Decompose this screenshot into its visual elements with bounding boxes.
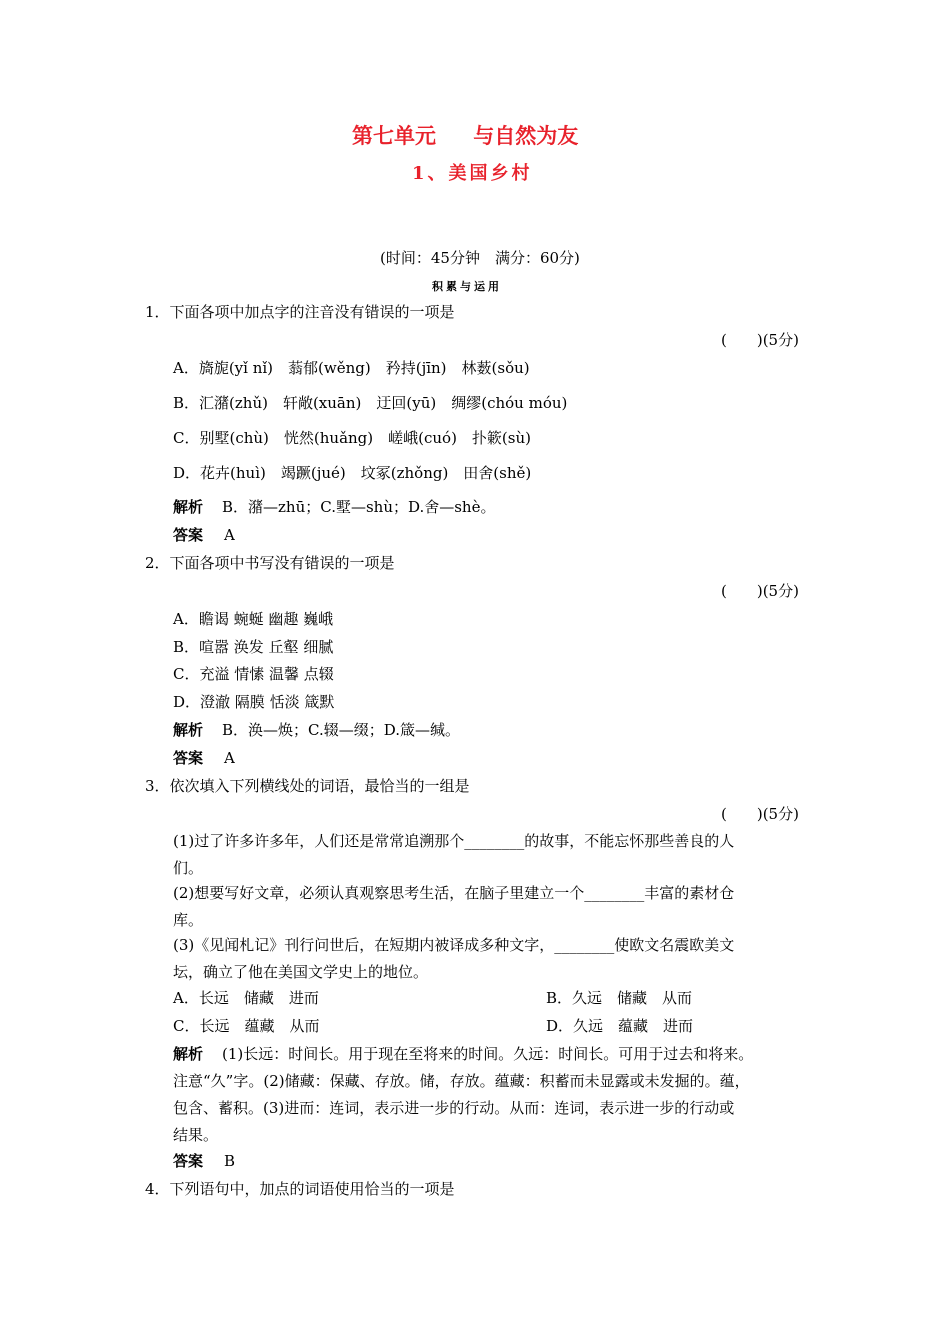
question-1-option-a: A．旖旎(yǐ nǐ) 蓊郁(wěng) 矜持(jīn) 林薮(sǒu) <box>173 359 530 377</box>
question-3-analysis-line-1: (1)长远：时间长。用于现在至将来的时间。久远：时间长。可用于过去和将来。 <box>222 1045 754 1063</box>
question-2-analysis-label: 解析 <box>173 721 204 739</box>
question-2-analysis: B．涣—焕；C.辍—缀；D.箴—缄。 <box>222 721 460 739</box>
question-1-score: ( )(5分) <box>721 331 799 349</box>
question-3-option-d: D．久远 蕴藏 进而 <box>546 1017 694 1035</box>
question-3-answer: B <box>224 1152 236 1170</box>
question-3-sentence-2-cont: 库。 <box>173 911 204 929</box>
question-1-analysis-label: 解析 <box>173 498 204 516</box>
question-3-score: ( )(5分) <box>721 805 799 823</box>
exam-info: (时间：45分钟 满分：60分) <box>380 249 580 267</box>
question-1-analysis: B．潴—zhū；C.墅—shù；D.舍—shè。 <box>222 498 496 516</box>
question-4-stem: 4．下列语句中，加点的词语使用恰当的一项是 <box>145 1180 455 1198</box>
question-3-answer-label: 答案 <box>173 1152 204 1170</box>
question-1-stem: 1．下面各项中加点字的注音没有错误的一项是 <box>145 303 455 321</box>
question-3-analysis-line-2: 注意“久”字。(2)储藏：保藏、存放。储，存放。蕴藏：积蓄而未显露或未发掘的。蕴， <box>173 1072 750 1090</box>
question-2-answer-label: 答案 <box>173 749 204 767</box>
question-2-option-a: A．瞻谒 蜿蜒 幽趣 巍峨 <box>173 610 334 628</box>
question-2-stem: 2．下面各项中书写没有错误的一项是 <box>145 554 395 572</box>
question-3-sentence-1-cont: 们。 <box>173 859 204 877</box>
question-2-option-d: D．澄澈 隔膜 恬淡 箴默 <box>173 693 335 711</box>
question-3-option-c: C．长远 蕴藏 从而 <box>173 1017 320 1035</box>
question-2-option-c: C．充溢 情愫 温馨 点辍 <box>173 665 334 683</box>
unit-title: 第七单元 与自然为友 <box>352 123 579 148</box>
question-3-sentence-3: (3)《见闻札记》刊行问世后，在短期内被译成多种文字，________使欧文名震欧美文 <box>173 936 735 954</box>
question-1-option-c: C．别墅(chù) 恍然(huǎng) 嵯峨(cuó) 扑簌(sù) <box>173 429 531 447</box>
question-2-score: ( )(5分) <box>721 582 799 600</box>
question-3-analysis-line-4: 结果。 <box>173 1126 219 1144</box>
lesson-title: 1、美国乡村 <box>412 163 533 184</box>
question-3-analysis-label: 解析 <box>173 1045 204 1063</box>
question-2-option-b: B．喧嚣 涣发 丘壑 细腻 <box>173 638 334 656</box>
question-3-sentence-2: (2)想要写好文章，必须认真观察思考生活，在脑子里建立一个________丰富的素材仓 <box>173 884 735 902</box>
question-1-answer-label: 答案 <box>173 526 204 544</box>
question-3-option-a: A．长远 储藏 进而 <box>173 989 319 1007</box>
question-3-stem: 3．依次填入下列横线处的词语，最恰当的一组是 <box>145 777 470 795</box>
question-2-answer: A <box>224 749 235 767</box>
question-3-sentence-3-cont: 坛，确立了他在美国文学史上的地位。 <box>173 963 429 981</box>
question-1-option-b: B．汇潴(zhǔ) 轩敞(xuān) 迂回(yū) 绸缪(chóu móu) <box>173 394 568 412</box>
question-1-option-d: D．花卉(huì) 竭蹶(jué) 坟冢(zhǒng) 田舍(shě) <box>173 464 532 482</box>
section-heading: 积累与运用 <box>432 280 502 293</box>
question-1-answer: A <box>224 526 235 544</box>
question-3-analysis-line-3: 包含、蓄积。(3)进而：连词，表示进一步的行动。从而：连词，表示进一步的行动或 <box>173 1099 735 1117</box>
question-3-sentence-1: (1)过了许多许多年，人们还是常常追溯那个________的故事，不能忘怀那些善良的人 <box>173 832 735 850</box>
question-3-option-b: B．久远 储藏 从而 <box>546 989 693 1007</box>
